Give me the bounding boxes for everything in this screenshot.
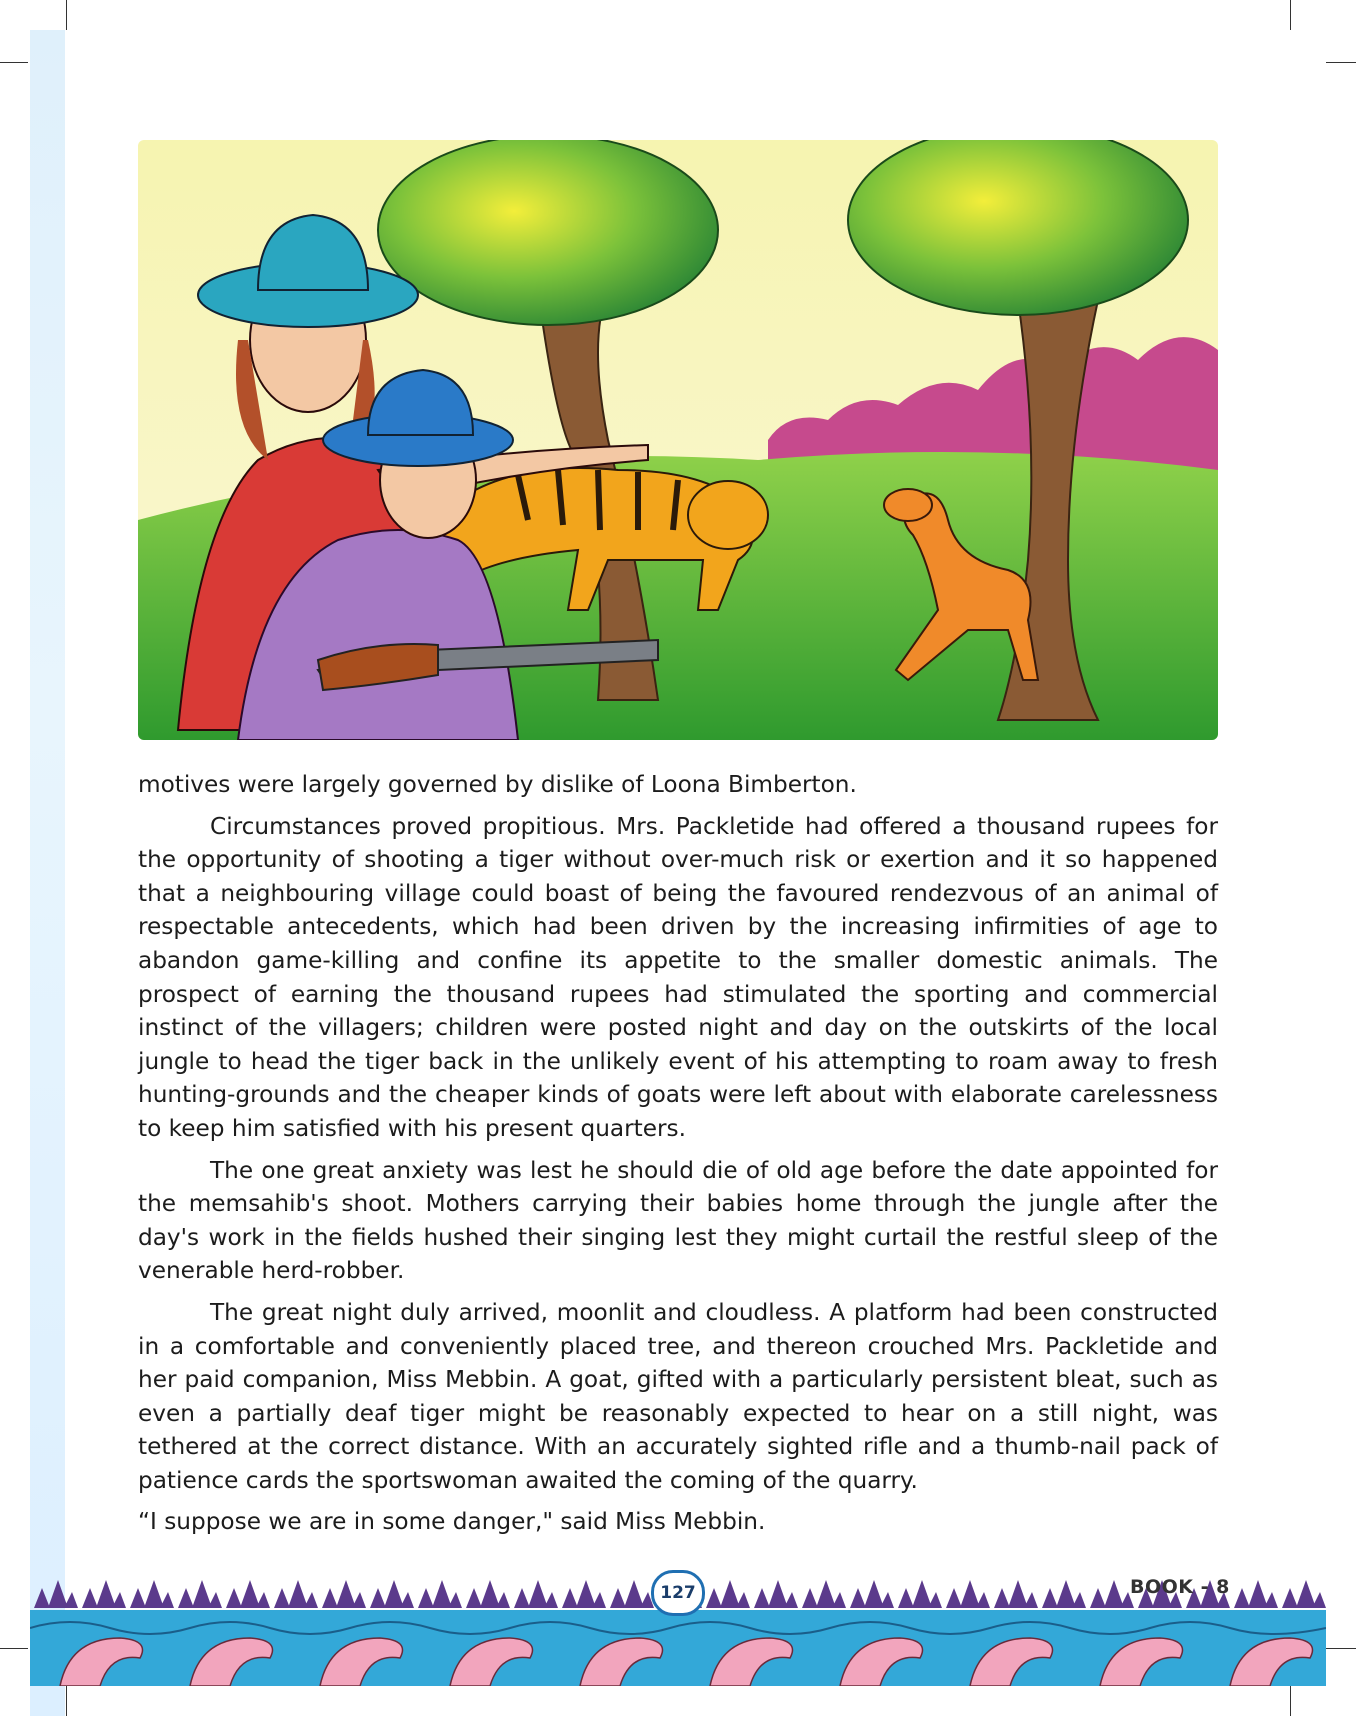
crop-mark-top-right <box>1290 0 1291 30</box>
paragraph-4: The great night duly arrived, moonlit and cloudless. A platform had been constructed in a comfortable and conveniently placed tree, and thereon crouched Mrs. Packletide and her paid companion, Miss Mebbin. A goat, gifted with a particularly persistent bleat, such as even a partially deaf tiger might be reasonably expected to hear on a still night, was tethered at the correct distance. With an accurately sighted rifle and a thumb-nail pack of patience cards the sportswoman awaited the coming of the quarry. <box>138 1298 1218 1494</box>
paragraph-3: The one great anxiety was lest he should die of old age before the date appointed for the memsahib's shoot. Mothers carrying their babies home through the jungle after the day's work in the fields hushed their singing lest they might curtail the restful sleep of the venerable herd-robber. <box>138 1156 1218 1285</box>
crop-mark-bottom-left <box>66 1686 67 1716</box>
crop-mark-left-bottom <box>0 1648 28 1649</box>
story-text <box>138 768 1218 1547</box>
crop-mark-right-top <box>1326 62 1356 63</box>
crop-mark-top-left <box>66 0 67 30</box>
crop-mark-right-bottom <box>1326 1648 1356 1649</box>
tree-canopy-right <box>848 140 1188 315</box>
paragraph-5: “I suppose we are in some danger," said Miss Mebbin. <box>138 1508 766 1536</box>
tree-canopy-left <box>378 140 718 325</box>
illustration-svg <box>138 140 1218 740</box>
book-label: BOOK - 8 <box>1130 1576 1230 1598</box>
paragraph-2: Circumstances proved propitious. Mrs. Packletide had offered a thousand rupees for the opportunity of shooting a tiger without over-much risk or exertion and it so happened that a neighbouring village could boast of being the favoured rendezvous of an animal of respectable antecedents, which had been driven by the increasing infirmities of age to abandon game-killing and confine its appetite to the smaller domestic animals. The prospect of earning the thousand rupees had stimulated the sporting and commercial instinct of the villagers; children were posted night and day on the outskirts of the local jungle to head the tiger back in the unlikely event of his attempting to roam away to fresh hunting-grounds and the cheaper kinds of goats were left about with elaborate carelessness to keep him satisfied with his present quarters. <box>138 812 1218 1142</box>
story-illustration <box>138 140 1218 740</box>
crop-mark-bottom-right <box>1290 1686 1291 1716</box>
crop-mark-left-top <box>0 62 28 63</box>
page-number: 127 <box>651 1570 705 1616</box>
decorative-left-strip <box>30 30 65 1716</box>
paragraph-1: motives were largely governed by dislike of Loona Bimberton. <box>138 771 857 798</box>
